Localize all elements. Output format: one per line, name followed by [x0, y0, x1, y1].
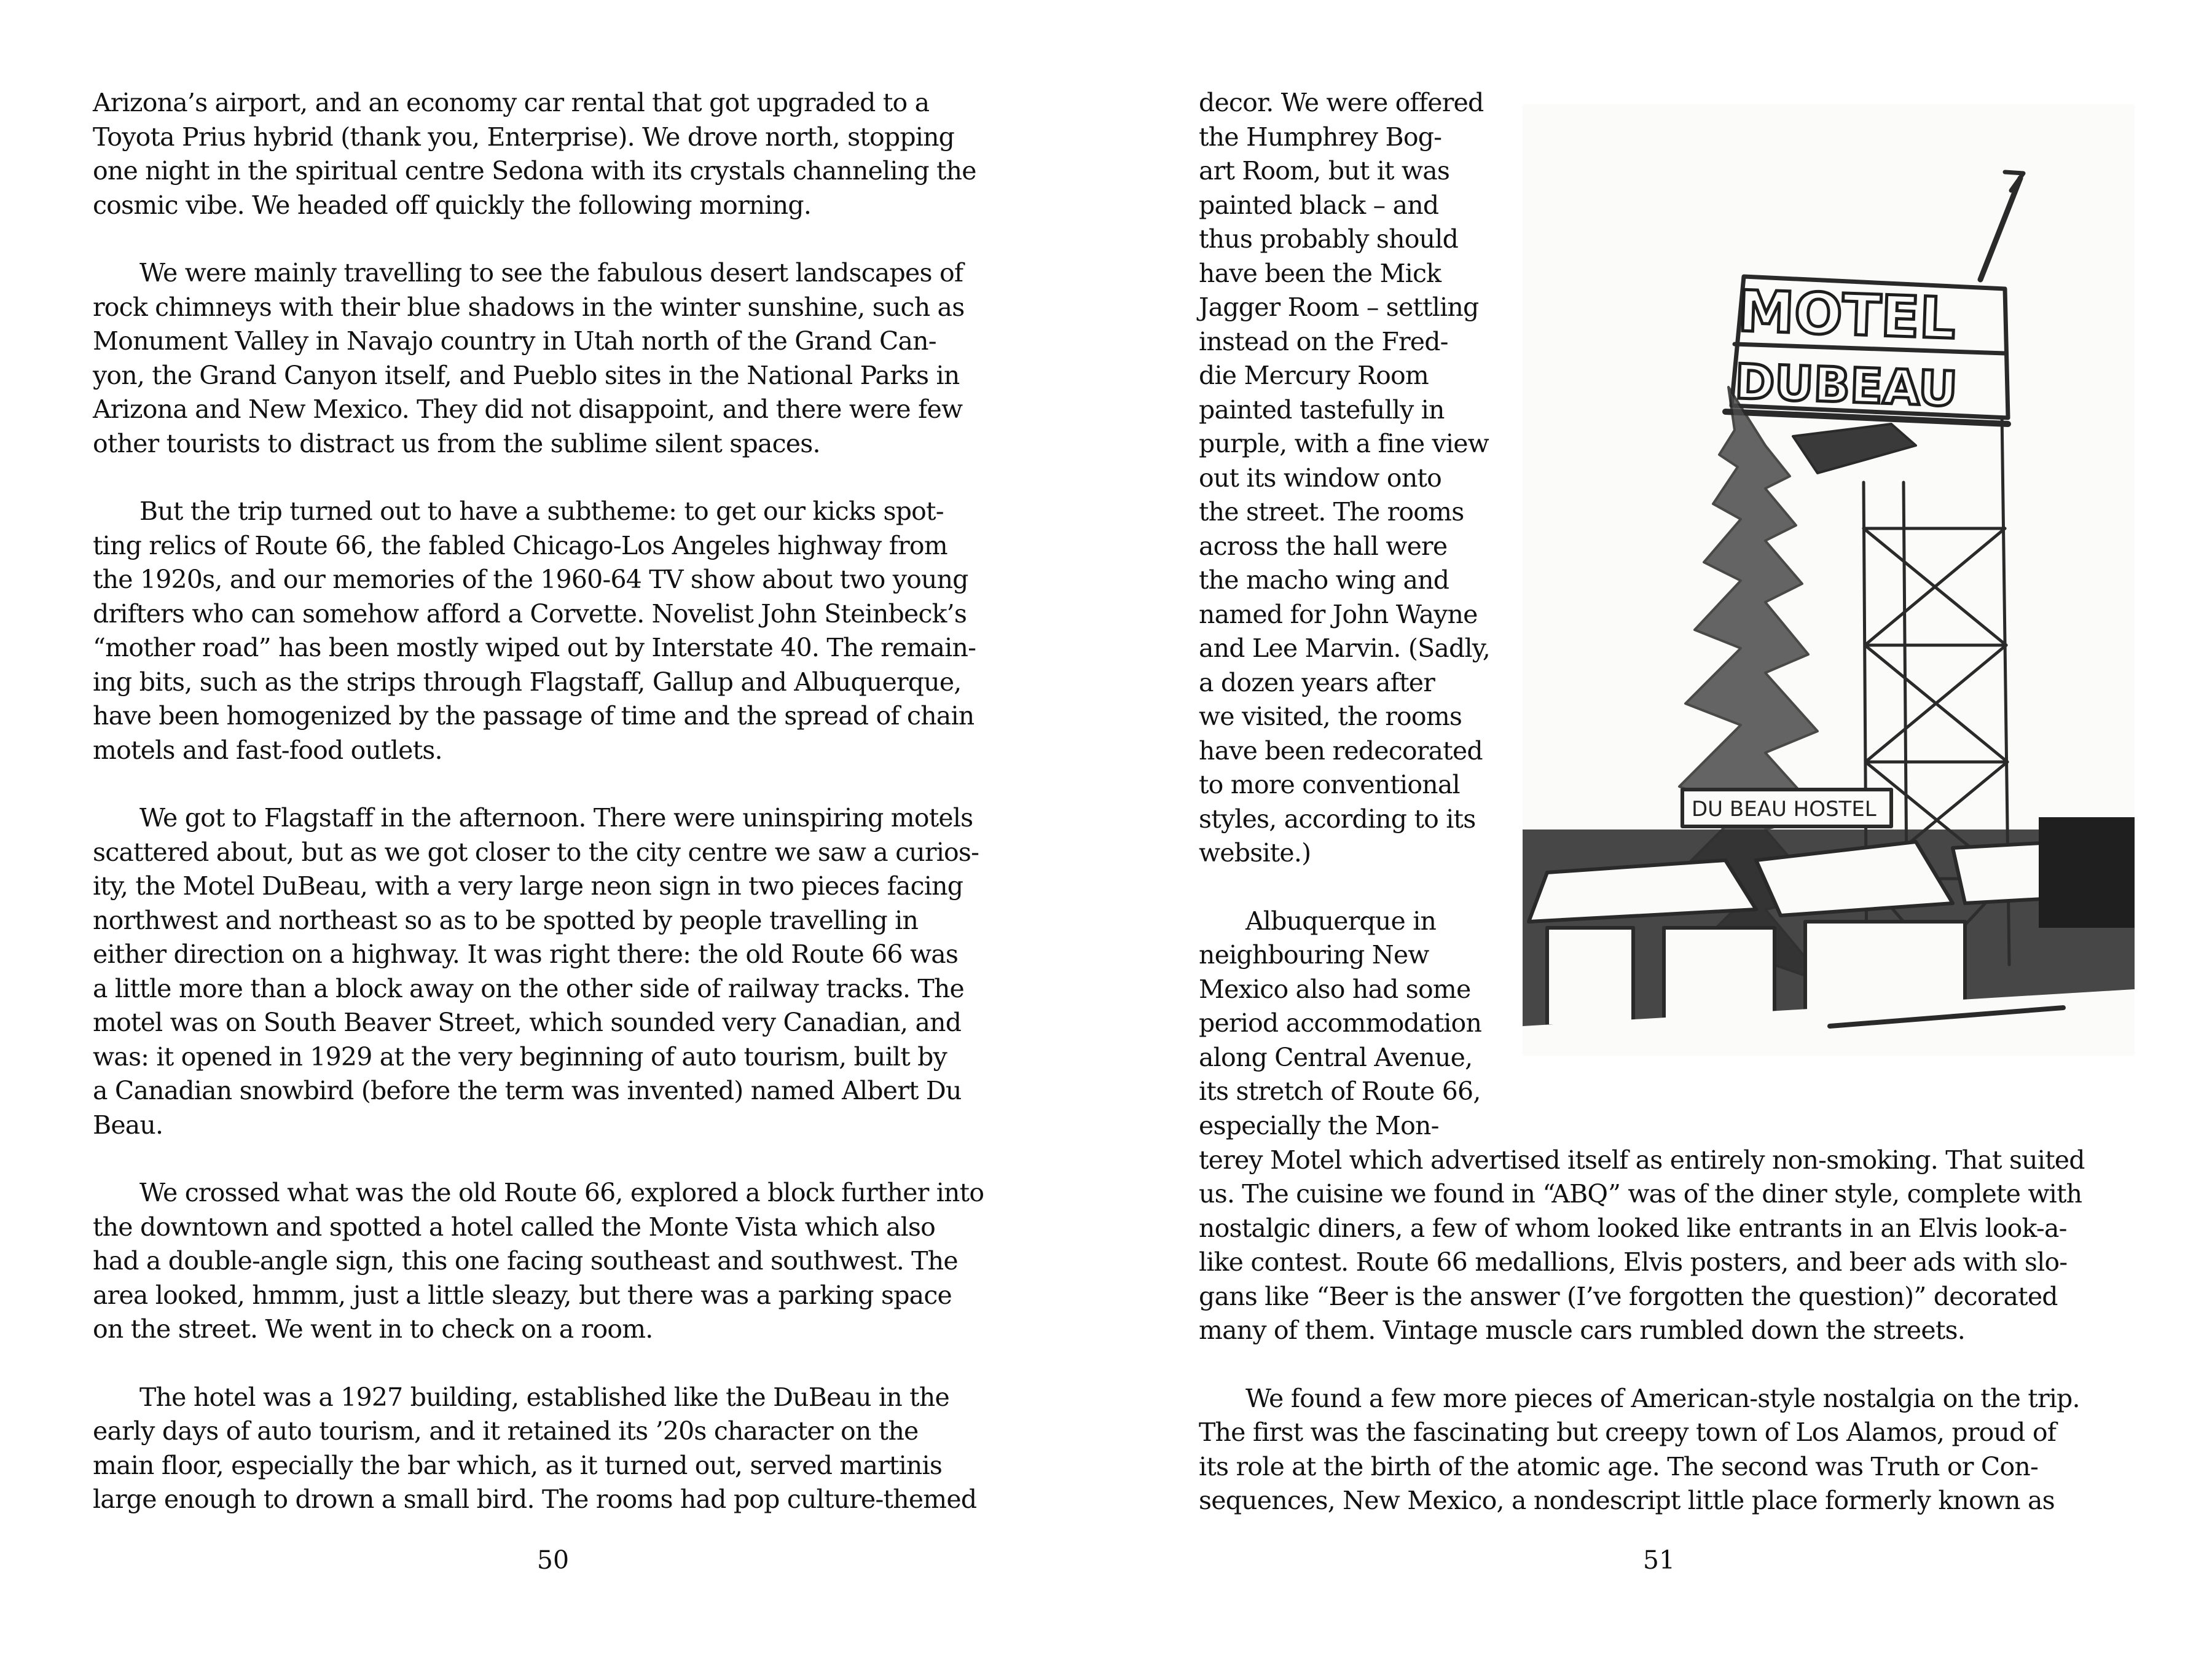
left-page-body	[93, 86, 1027, 1517]
text-line: rock chimneys with their blue shadows in the winter sunshine, such as	[93, 292, 965, 322]
text-line: We were mainly travelling to see the fabulous desert landscapes of	[139, 258, 963, 288]
paragraph	[93, 1381, 1027, 1517]
text-line: We found a few more pieces of American-style nostalgia on the trip.	[1245, 1383, 2080, 1413]
text-line: area looked, hmmm, just a little sleazy, but there was a parking space	[93, 1280, 952, 1310]
text-line: drifters who can somehow afford a Corvette. Novelist John Steinbeck’s	[93, 598, 967, 629]
text-line: like contest. Route 66 medallions, Elvis posters, and beer ads with slo-	[1199, 1247, 2068, 1277]
text-line: large enough to drown a small bird. The rooms had pop culture-themed	[93, 1484, 977, 1514]
text-line: sequences, New Mexico, a nondescript little place formerly known as	[1199, 1486, 2055, 1515]
paragraph-gap	[93, 1347, 1027, 1381]
text-line: the street. The rooms	[1199, 497, 1464, 527]
text-line: cosmic vibe. We headed off quickly the following morning.	[93, 190, 812, 220]
sign-text-dubeau: DUBEAU	[1733, 354, 1958, 418]
paragraph	[1199, 1382, 2133, 1518]
text-line: many of them. Vintage muscle cars rumbled down the streets.	[1199, 1316, 1965, 1345]
text-line: the Humphrey Bog-	[1199, 122, 1442, 152]
motel-dubeau-illustration	[1523, 104, 2135, 1056]
paragraph	[93, 495, 1027, 767]
paragraph	[93, 801, 1027, 1142]
text-line: a Canadian snowbird (before the term was invented) named Albert Du	[93, 1076, 962, 1105]
paragraph-gap	[93, 767, 1027, 801]
text-line: gans like “Beer is the answer (I’ve forgotten the question)” decorated	[1199, 1281, 2058, 1311]
text-line: named for John Wayne	[1199, 599, 1478, 629]
text-line: its stretch of Route 66,	[1199, 1077, 1481, 1106]
text-line: yon, the Grand Canyon itself, and Pueblo sites in the National Parks in	[93, 360, 960, 390]
right-page	[1106, 0, 2212, 1659]
text-line: Monument Valley in Navajo country in Utah north of the Grand Can-	[93, 326, 936, 356]
text-line: the 1920s, and our memories of the 1960-64 TV show about two young	[93, 565, 968, 594]
text-line: main floor, especially the bar which, as it turned out, served martinis	[93, 1450, 943, 1480]
text-line: early days of auto tourism, and it retained its ’20s character on the	[93, 1416, 919, 1446]
text-line: motels and fast-food outlets.	[93, 735, 442, 765]
text-line: had a double-angle sign, this one facing southeast and southwest. The	[93, 1246, 958, 1276]
text-line: ing bits, such as the strips through Flagstaff, Gallup and Albuquerque,	[93, 667, 962, 697]
text-line: northwest and northeast so as to be spotted by people travelling in	[93, 905, 919, 935]
text-line: the downtown and spotted a hotel called the Monte Vista which also	[93, 1212, 936, 1242]
paragraph	[93, 256, 1027, 461]
text-line: was: it opened in 1929 at the very beginning of auto tourism, built by	[93, 1041, 947, 1072]
text-line: styles, according to its	[1199, 804, 1476, 834]
paragraph-gap	[93, 222, 1027, 256]
text-line: have been redecorated	[1199, 735, 1483, 766]
text-line: ity, the Motel DuBeau, with a very large neon sign in two pieces facing	[93, 871, 963, 901]
text-line: Toyota Prius hybrid (thank you, Enterprise). We drove north, stopping	[93, 122, 955, 152]
text-line: website.)	[1199, 838, 1311, 868]
ink-drawing-icon	[1523, 104, 2135, 1056]
text-line: the macho wing and	[1199, 565, 1449, 595]
text-line: Arizona and New Mexico. They did not disappoint, and there were few	[93, 394, 963, 424]
text-line: Mexico also had some	[1199, 974, 1471, 1004]
sign-text-motel: MOTEL	[1736, 278, 1957, 352]
text-line: “mother road” has been mostly wiped out by Interstate 40. The remain-	[93, 633, 976, 662]
paragraph-gap	[1199, 1348, 2133, 1382]
paragraph-gap	[1199, 871, 1506, 904]
text-line: Albuquerque in	[1245, 906, 1437, 936]
text-line: terey Motel which advertised itself as entirely non-smoking. That suited	[1199, 1145, 2085, 1175]
text-line: But the trip turned out to have a subtheme: to get our kicks spot-	[139, 496, 944, 526]
text-line: neighbouring New	[1199, 940, 1429, 970]
text-line: decor. We were offered	[1199, 88, 1484, 117]
text-line: purple, with a fine view	[1199, 429, 1489, 458]
text-line: nostalgic diners, a few of whom looked like entrants in an Elvis look-a-	[1199, 1213, 2067, 1243]
text-line: on the street. We went in to check on a room.	[93, 1314, 653, 1344]
text-line: die Mercury Room	[1199, 361, 1429, 390]
text-line: one night in the spiritual centre Sedona with its crystals channeling the	[93, 156, 976, 186]
paragraph-gap	[93, 1142, 1027, 1176]
paragraph	[93, 86, 1027, 222]
text-line: ting relics of Route 66, the fabled Chicago-Los Angeles highway from	[93, 530, 947, 560]
text-line: especially the Mon-	[1199, 1110, 1439, 1140]
paragraph	[1199, 86, 1506, 871]
text-line: scattered about, but as we got closer to the city centre we saw a curios-	[93, 837, 979, 867]
right-page-wrapped-text	[1199, 86, 1506, 1143]
page-number-right: 51	[1642, 1545, 1676, 1575]
text-line: along Central Avenue,	[1199, 1042, 1473, 1072]
text-line: instead on the Fred-	[1199, 326, 1448, 356]
text-line: art Room, but it was	[1199, 156, 1450, 186]
text-line: Beau.	[93, 1110, 163, 1140]
text-line: We got to Flagstaff in the afternoon. There were uninspiring motels	[139, 803, 973, 833]
text-line: us. The cuisine we found in “ABQ” was of the diner style, complete with	[1199, 1179, 2082, 1209]
sign-text-hostel: DU BEAU HOSTEL	[1692, 797, 1877, 822]
text-line: painted black – and	[1199, 190, 1439, 220]
text-line: across the hall were	[1199, 531, 1448, 561]
text-line: other tourists to distract us from the sublime silent spaces.	[93, 428, 820, 458]
paragraph	[1199, 904, 1506, 1143]
text-line: to more conventional	[1199, 770, 1460, 799]
text-line: The hotel was a 1927 building, established like the DuBeau in the	[139, 1382, 949, 1412]
text-line: out its window onto	[1199, 463, 1441, 493]
text-line: We crossed what was the old Route 66, explored a block further into	[139, 1178, 984, 1207]
text-line: motel was on South Beaver Street, which sounded very Canadian, and	[93, 1008, 962, 1037]
text-line: its role at the birth of the atomic age. The second was Truth or Con-	[1199, 1451, 2039, 1481]
text-line: a dozen years after	[1199, 667, 1435, 697]
page-number-left: 50	[536, 1545, 570, 1575]
paragraph-continuation	[1199, 1143, 2133, 1348]
text-line: have been homogenized by the passage of time and the spread of chain	[93, 701, 975, 731]
text-line: have been the Mick	[1199, 258, 1441, 288]
text-line: a little more than a block away on the other side of railway tracks. The	[93, 973, 965, 1003]
text-line: period accommodation	[1199, 1008, 1482, 1038]
text-line: either direction on a highway. It was right there: the old Route 66 was	[93, 939, 959, 969]
motel-building	[1523, 817, 2135, 1056]
text-line: The first was the fascinating but creepy town of Los Alamos, proud of	[1199, 1418, 2057, 1447]
text-line: and Lee Marvin. (Sadly,	[1199, 633, 1490, 663]
text-line: Jagger Room – settling	[1199, 292, 1479, 322]
text-line: painted tastefully in	[1199, 394, 1445, 425]
text-line: we visited, the rooms	[1199, 702, 1462, 731]
text-line: Arizona’s airport, and an economy car rental that got upgraded to a	[93, 88, 930, 117]
text-line: thus probably should	[1199, 224, 1459, 254]
paragraph-gap	[93, 461, 1027, 495]
right-page-full-width-text	[1199, 1143, 2133, 1518]
paragraph	[93, 1176, 1027, 1347]
